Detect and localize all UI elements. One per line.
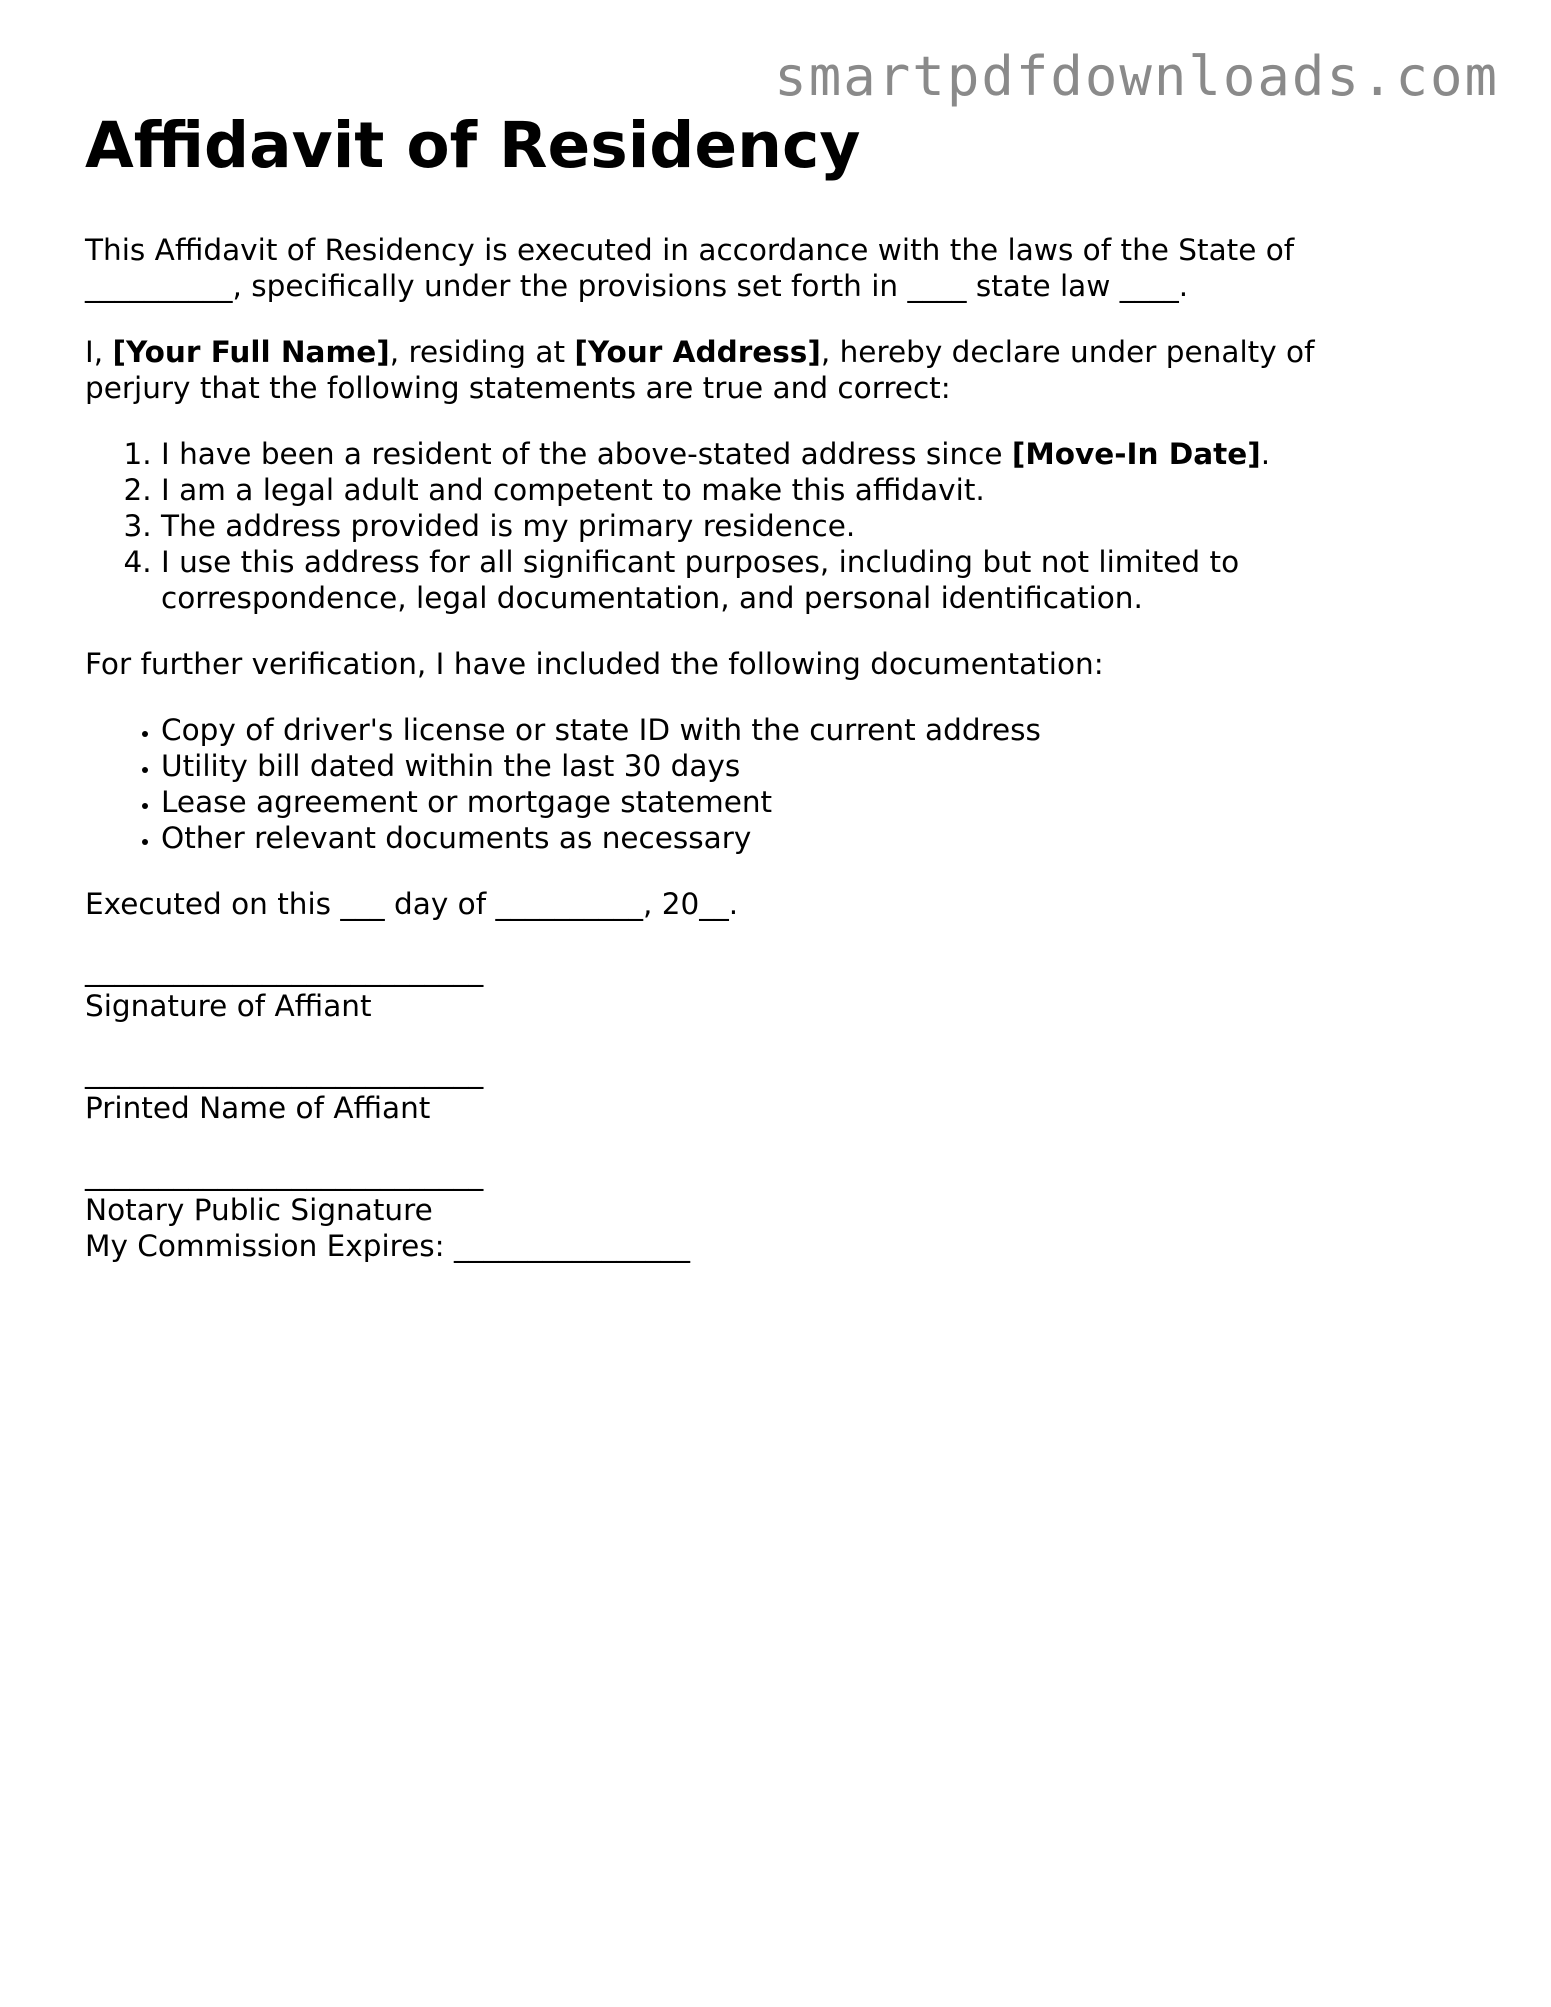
declaration-paragraph [85, 334, 1465, 406]
document-title: Affidavit of Residency [85, 109, 861, 182]
statement-3-text: The address provided is my primary residence. [161, 509, 856, 543]
statement-item [161, 508, 1465, 544]
signature-block [85, 952, 1465, 1264]
statement-item [161, 436, 1465, 472]
document-item: • Lease agreement or mortgage statement [161, 784, 1465, 820]
intro-paragraph [85, 232, 1465, 304]
intro-line-2: __________, specifically under the provisions set forth in ____ state law ____. [85, 269, 1189, 303]
document-item: • Copy of driver's license or state ID with the current address [161, 712, 1465, 748]
document-page [85, 106, 1465, 1294]
declaration-suffix: , hereby declare under penalty of [820, 335, 1315, 369]
declaration-line-2: perjury that the following statements are true and correct: [85, 371, 951, 405]
address-placeholder: [Your Address] [574, 335, 821, 369]
notary-signature-caption: Notary Public Signature [85, 1193, 433, 1227]
full-name-placeholder: [Your Full Name] [112, 335, 390, 369]
affiant-printed-name-group [85, 1054, 1465, 1126]
statements-list [85, 436, 1465, 616]
watermark: smartpdfdownloads.com [774, 45, 1499, 108]
document-item: • Other relevant documents as necessary [161, 820, 1465, 856]
notary-signature-line: ___________________________ [85, 1157, 484, 1191]
intro-line-1: This Affidavit of Residency is executed in accordance with the laws of the State of [85, 233, 1295, 267]
commission-expires: My Commission Expires: ________________ [85, 1229, 690, 1263]
statement-1-end: . [1260, 437, 1271, 471]
statement-1-text: I have been a resident of the above-stated address since [161, 437, 1012, 471]
affiant-signature-group [85, 952, 1465, 1024]
statement-4-line-1: I use this address for all significant purposes, including but not limited to [161, 545, 1240, 579]
executed-line: Executed on this ___ day of __________, 20__. [85, 887, 739, 921]
statement-2-text: I am a legal adult and competent to make this affidavit. [161, 473, 985, 507]
statement-item [161, 544, 1465, 616]
declaration-prefix: I, [85, 335, 113, 369]
document-item: • Utility bill dated within the last 30 days [161, 748, 1465, 784]
affiant-printed-name-line: ___________________________ [85, 1055, 484, 1089]
affiant-printed-name-caption: Printed Name of Affiant [85, 1091, 431, 1125]
documents-list [85, 712, 1465, 856]
verification-intro: For further verification, I have included the following documentation: [85, 647, 1104, 681]
affiant-signature-caption: Signature of Affiant [85, 989, 372, 1023]
statement-item [161, 472, 1465, 508]
affiant-signature-line: ___________________________ [85, 953, 484, 987]
statement-4-line-2: correspondence, legal documentation, and personal identification. [161, 581, 1143, 615]
notary-group [85, 1156, 1465, 1264]
move-in-date-placeholder: [Move-In Date] [1011, 437, 1261, 471]
declaration-middle: , residing at [389, 335, 575, 369]
